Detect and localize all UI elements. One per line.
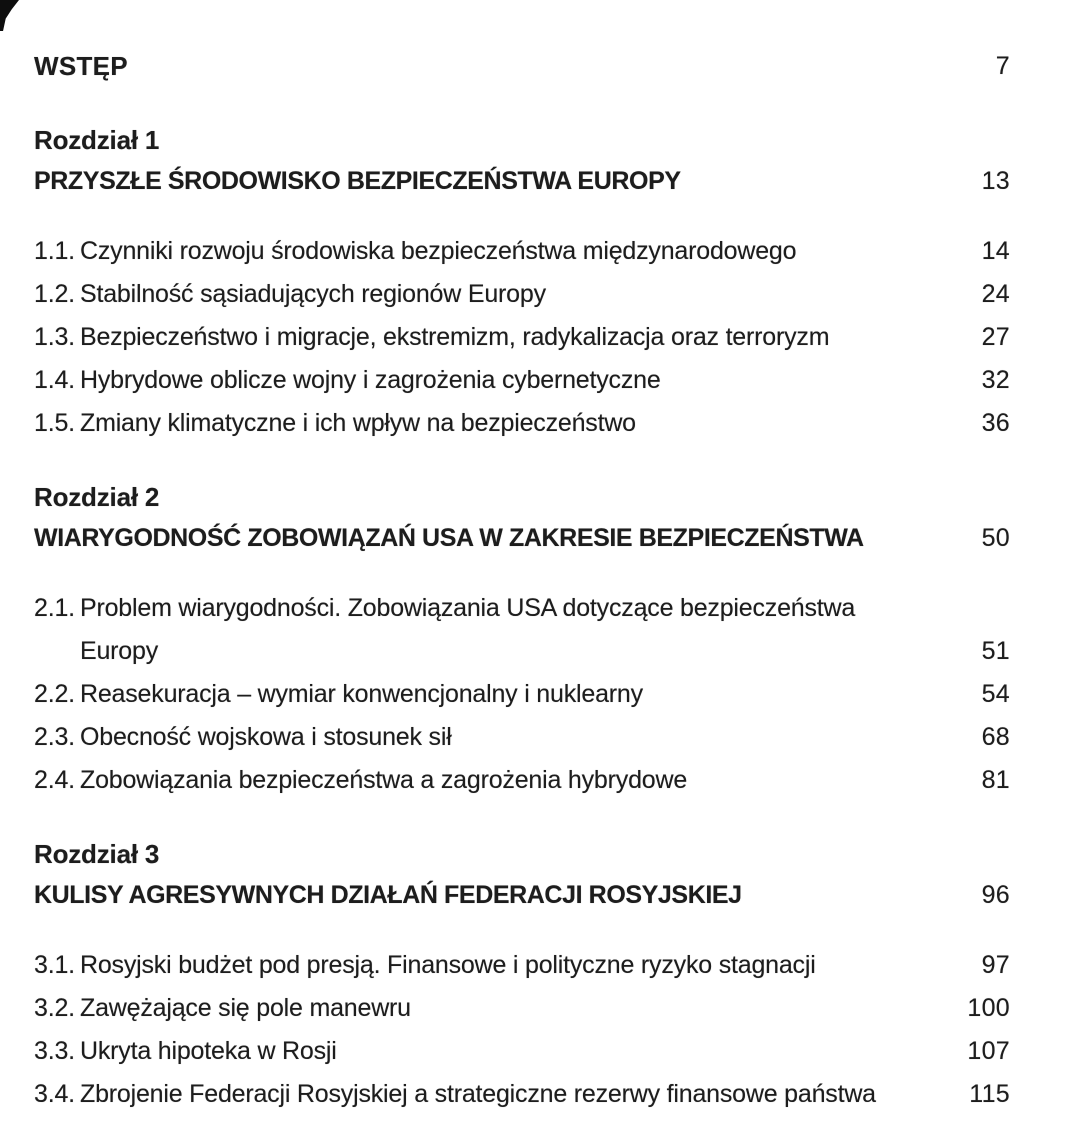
toc-item-3-2 (34, 987, 1010, 1030)
chapter-label: Rozdział 1 (34, 125, 160, 155)
toc-section-3 (34, 834, 1010, 1116)
toc-item-number: 1.2. (34, 280, 75, 308)
toc-section-2 (34, 477, 1010, 802)
toc-item-page-number: 36 (981, 409, 1010, 437)
toc-item-page-number: 51 (981, 637, 1010, 665)
toc-item-page-number: 68 (981, 723, 1010, 751)
chapter-label: Rozdział 2 (34, 482, 160, 512)
toc-item-page-number: 100 (967, 994, 1010, 1022)
toc-item-title: 2.1. Problem wiarygodności. Zobowiązania USA dotyczące bezpieczeństwa Europy (34, 587, 855, 673)
chapter-title: PRZYSZŁE ŚRODOWISKO BEZPIECZEŃSTWA EUROPY (34, 167, 681, 195)
toc-item-page-number: 54 (981, 680, 1010, 708)
chapter-page-number: 96 (981, 881, 1010, 909)
toc-item-number: 1.4. (34, 366, 75, 394)
toc-item-number: 3.4. (34, 1080, 75, 1108)
toc-item-number: 2.1. (34, 594, 75, 622)
toc-item-3-1 (34, 944, 1010, 987)
toc-item-1-3 (34, 316, 1010, 359)
toc-item-number: 1.5. (34, 409, 75, 437)
toc-item-page-number: 24 (981, 280, 1010, 308)
toc-item-number: 2.4. (34, 766, 75, 794)
toc-entry-wstep (34, 45, 1010, 88)
toc-item-number: 3.2. (34, 994, 75, 1022)
toc-item-number: 2.2. (34, 680, 75, 708)
toc-item-page-number: 32 (981, 366, 1010, 394)
toc-item-title: 3.2. Zawężające się pole manewru (34, 987, 411, 1030)
toc-item-number: 3.1. (34, 951, 75, 979)
chapter-items (34, 944, 1010, 1116)
chapter-title-row (34, 517, 1010, 560)
chapter-page-number: 13 (981, 167, 1010, 195)
toc-item-title: 1.5. Zmiany klimatyczne i ich wpływ na bezpieczeństwo (34, 402, 636, 445)
toc-item-page-number: 107 (967, 1037, 1010, 1065)
toc-item-2-3 (34, 716, 1010, 759)
intro-title: WSTĘP (34, 51, 128, 81)
toc-item-number: 1.1. (34, 237, 75, 265)
chapter-items (34, 587, 1010, 802)
toc-item-title: 1.2. Stabilność sąsiadujących regionów Europy (34, 273, 546, 316)
toc-sections (34, 120, 1010, 1116)
toc-item-title: 3.1. Rosyjski budżet pod presją. Finansowe i polityczne ryzyko stagnacji (34, 944, 816, 987)
chapter-page-number: 50 (981, 524, 1010, 552)
toc-item-1-5 (34, 402, 1010, 445)
scan-artifact-corner (0, 0, 19, 31)
toc-item-number: 1.3. (34, 323, 75, 351)
chapter-title: WIARYGODNOŚĆ ZOBOWIĄZAŃ USA W ZAKRESIE BEZPIECZEŃSTWA (34, 524, 864, 552)
toc-item-1-4 (34, 359, 1010, 402)
chapter-label: Rozdział 3 (34, 839, 160, 869)
toc-item-page-number: 14 (981, 237, 1010, 265)
chapter-title-row (34, 874, 1010, 917)
toc-item-title: 3.3. Ukryta hipoteka w Rosji (34, 1030, 337, 1073)
toc-item-3-4 (34, 1073, 1010, 1116)
toc-item-title: 2.3. Obecność wojskowa i stosunek sił (34, 716, 452, 759)
chapter-items (34, 230, 1010, 445)
chapter-title: KULISY AGRESYWNYCH DZIAŁAŃ FEDERACJI ROSYJSKIEJ (34, 881, 742, 909)
toc-item-page-number: 97 (981, 951, 1010, 979)
toc-item-3-3 (34, 1030, 1010, 1073)
toc-item-title: 3.4. Zbrojenie Federacji Rosyjskiej a strategiczne rezerwy finansowe państwa (34, 1073, 876, 1116)
toc-item-2-1 (34, 587, 1010, 673)
toc-item-number: 3.3. (34, 1037, 75, 1065)
toc-item-title: 2.2. Reasekuracja – wymiar konwencjonalny i nuklearny (34, 673, 643, 716)
toc-item-title: 1.1. Czynniki rozwoju środowiska bezpieczeństwa międzynarodowego (34, 230, 796, 273)
intro-page-number: 7 (995, 52, 1010, 80)
toc-item-title: 1.3. Bezpieczeństwo i migracje, ekstremizm, radykalizacja oraz terroryzm (34, 316, 829, 359)
toc-item-2-4 (34, 759, 1010, 802)
toc-item-2-2 (34, 673, 1010, 716)
toc-item-page-number: 27 (981, 323, 1010, 351)
toc-item-number: 2.3. (34, 723, 75, 751)
chapter-title-row (34, 160, 1010, 203)
toc-item-1-1 (34, 230, 1010, 273)
toc-item-page-number: 81 (981, 766, 1010, 794)
toc-section-1 (34, 120, 1010, 445)
toc-item-title: 2.4. Zobowiązania bezpieczeństwa a zagrożenia hybrydowe (34, 759, 687, 802)
toc-item-1-2 (34, 273, 1010, 316)
toc-item-page-number: 115 (969, 1080, 1010, 1108)
toc-item-title: 1.4. Hybrydowe oblicze wojny i zagrożenia cybernetyczne (34, 359, 661, 402)
